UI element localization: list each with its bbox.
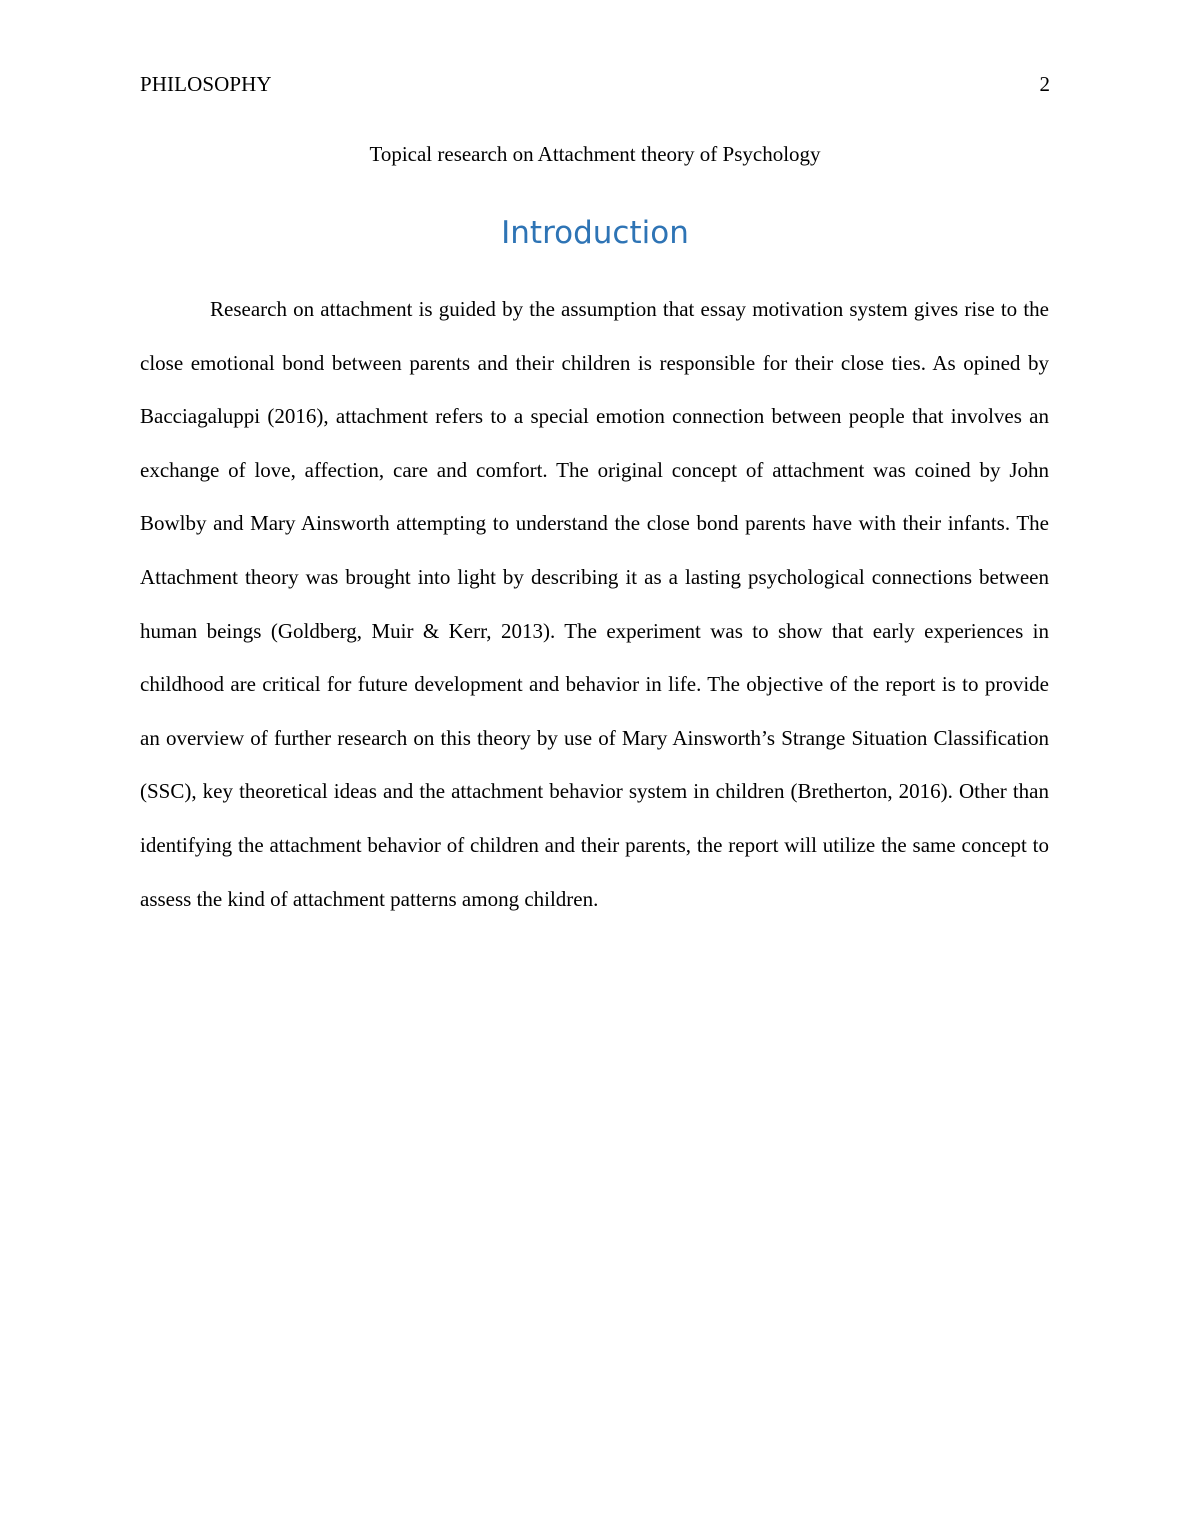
- page-number: 2: [1039, 72, 1050, 96]
- document-title: Topical research on Attachment theory of Psychology: [369, 142, 821, 166]
- body-paragraph: Research on attachment is guided by the assumption that essay motivation system gives rise to the close emotional bond between parents and their children is responsible for their close ties. As opined by Bacciagaluppi (2016), attachment refers to a special emotion connection between people that involves an exchange of love, affection, care and comfort. The original concept of attachment was coined by John Bowlby and Mary Ainsworth attempting to understand the close bond parents have with their infants. The Attachment theory was brought into light by describing it as a lasting psychological connections between human beings (Goldberg, Muir & Kerr, 2013). The experiment was to show that early experiences in childhood are critical for future development and behavior in life. The objective of the report is to provide an overview of further research on this theory by use of Mary Ainsworth’s Strange Situation Classification (SSC), key theoretical ideas and the attachment behavior system in children (Bretherton, 2016). Other than identifying the attachment behavior of children and their parents, the report will utilize the same concept to assess the kind of attachment patterns among children.: [140, 297, 1049, 911]
- running-head: PHILOSOPHY: [140, 72, 272, 96]
- section-heading: Introduction: [501, 215, 689, 251]
